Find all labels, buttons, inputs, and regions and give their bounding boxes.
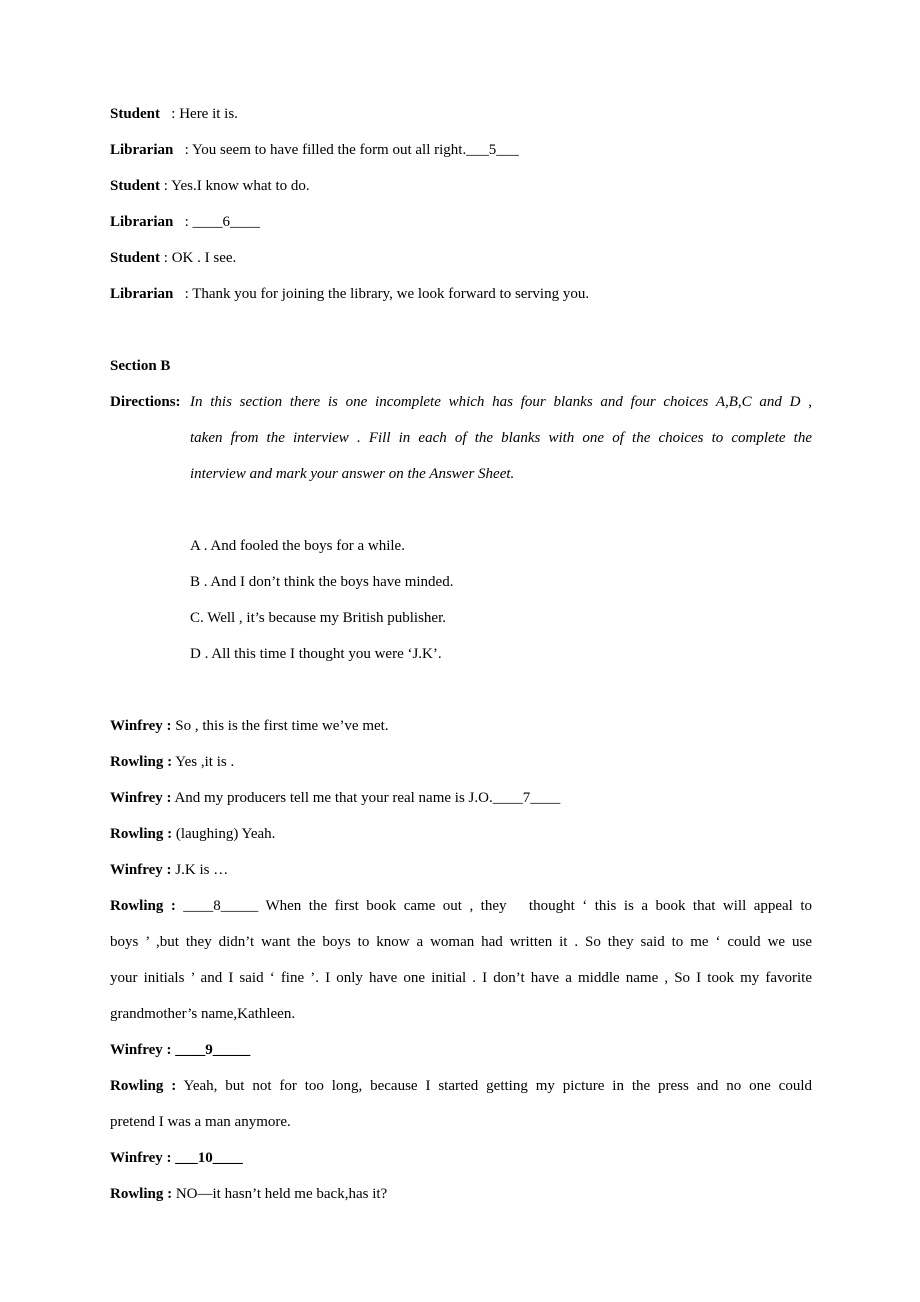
speaker-name: Rowling : xyxy=(110,826,173,842)
dialogue-line xyxy=(110,204,812,240)
spacer xyxy=(110,492,812,528)
line-text: ____8_____ When the first book came out , they thought ‘ this is a book that will appeal to xyxy=(175,898,812,914)
speaker-name: Student xyxy=(110,250,161,266)
line-text: So , this is the first time we’ve met. xyxy=(171,718,389,734)
paragraph-line xyxy=(110,888,812,924)
dialogue-line xyxy=(110,852,812,888)
paragraph-line: boys ’ ,but they didn’t want the boys to know a woman had written it . So they said to me ‘ could we use xyxy=(110,934,812,950)
dialogue-line xyxy=(110,744,812,780)
directions-line: In this section there is one incomplete which has four blanks and four choices A,B,C and D , xyxy=(190,394,812,410)
line-text: : ____6____ xyxy=(173,214,261,230)
directions-line: taken from the interview . Fill in each of the blanks with one of the choices to complete the xyxy=(190,430,812,446)
dialogue-line xyxy=(110,276,812,312)
line-text: : Yes.I know what to do. xyxy=(160,178,310,194)
directions-line: interview and mark your answer on the Answer Sheet. xyxy=(190,466,515,482)
speaker-name: Librarian xyxy=(110,214,174,230)
line-text: ___10____ xyxy=(171,1150,243,1166)
choice-options xyxy=(110,528,812,672)
speaker-name: Rowling : xyxy=(110,1078,177,1094)
line-text: NO—it hasn’t held me back,has it? xyxy=(172,1186,388,1202)
speaker-name: Librarian xyxy=(110,142,174,158)
choice-option-b: B . And I don’t think the boys have minded. xyxy=(190,574,454,590)
paragraph-line: pretend I was a man anymore. xyxy=(110,1114,291,1130)
speaker-name: Student xyxy=(110,178,161,194)
line-text: : You seem to have filled the form out all right.___5___ xyxy=(173,142,519,158)
speaker-name: Rowling : xyxy=(110,1186,173,1202)
line-text: : OK . I see. xyxy=(160,250,237,266)
line-text: J.K is … xyxy=(171,862,229,878)
spacer xyxy=(110,312,812,348)
speaker-name: Winfrey : xyxy=(110,790,172,806)
line-text: ____9_____ xyxy=(171,1042,251,1058)
dialogue-line xyxy=(110,1140,812,1176)
dialogue-line xyxy=(110,168,812,204)
dialogue-paragraph xyxy=(110,888,812,1032)
spacer xyxy=(110,672,812,708)
line-text: Yeah, but not for too long, because I started getting my picture in the press and no one could xyxy=(176,1078,812,1094)
dialogue-line xyxy=(110,1032,812,1068)
dialogue-line xyxy=(110,816,812,852)
speaker-name: Winfrey : xyxy=(110,1150,172,1166)
directions-text xyxy=(110,384,812,492)
speaker-name: Winfrey : xyxy=(110,862,172,878)
section-title: Section B xyxy=(110,358,171,374)
document-page xyxy=(110,96,812,1212)
directions-label: Directions: xyxy=(110,394,181,410)
dialogue-line xyxy=(110,240,812,276)
line-text: Yes ,it is . xyxy=(172,754,235,770)
dialogue-line xyxy=(110,96,812,132)
choice-option-d: D . All this time I thought you were ‘J.K’. xyxy=(190,646,442,662)
speaker-name: Rowling : xyxy=(110,898,176,914)
paragraph-line xyxy=(110,1068,812,1104)
line-text: : Thank you for joining the library, we look forward to serving you. xyxy=(173,286,590,302)
speaker-name: Winfrey : xyxy=(110,1042,172,1058)
paragraph-line: your initials ’ and I said ‘ fine ’. I only have one initial . I don’t have a middle name , So I took my favorite xyxy=(110,970,812,986)
dialogue-line xyxy=(110,1176,812,1212)
speaker-name: Student xyxy=(110,106,161,122)
line-text: And my producers tell me that your real name is J.O.____7____ xyxy=(171,790,561,806)
speaker-name: Winfrey : xyxy=(110,718,172,734)
line-text: : Here it is. xyxy=(160,106,238,122)
dialogue-line xyxy=(110,708,812,744)
dialogue-line xyxy=(110,780,812,816)
dialogue-paragraph xyxy=(110,1068,812,1140)
line-text: (laughing) Yeah. xyxy=(172,826,276,842)
paragraph-line: grandmother’s name,Kathleen. xyxy=(110,1006,296,1022)
choice-option-a: A . And fooled the boys for a while. xyxy=(190,538,405,554)
speaker-name: Rowling : xyxy=(110,754,173,770)
dialogue-line xyxy=(110,132,812,168)
directions xyxy=(110,384,812,492)
choice-option-c: C. Well , it’s because my British publisher. xyxy=(190,610,446,626)
speaker-name: Librarian xyxy=(110,286,174,302)
